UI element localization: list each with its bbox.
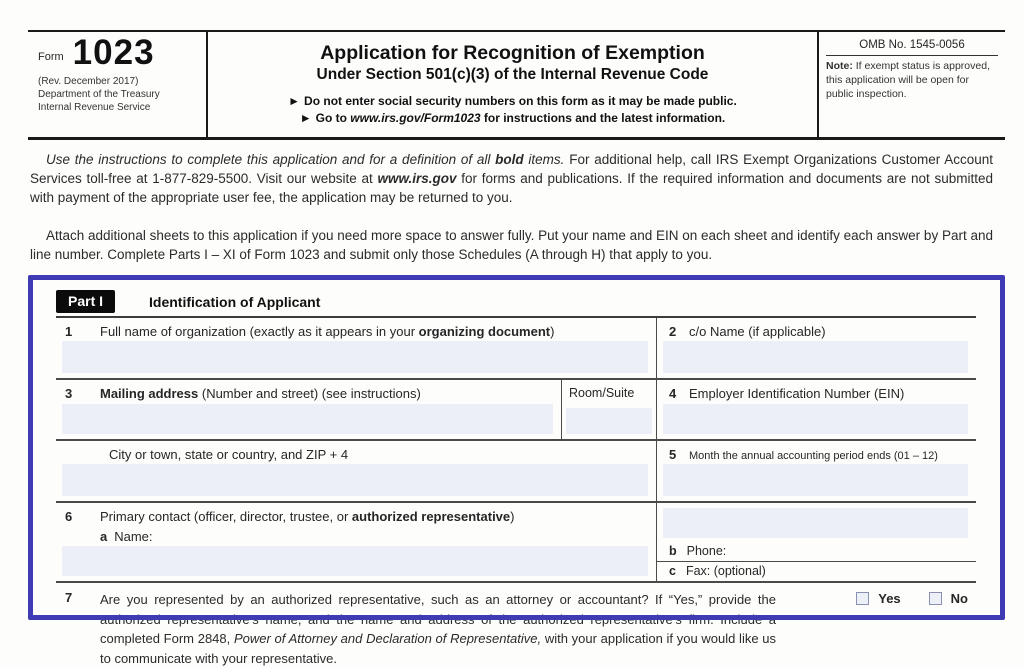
form-id-block — [28, 32, 208, 137]
room-suite-input-area[interactable] — [566, 408, 652, 434]
line3-cell — [56, 380, 657, 439]
no-label: No — [950, 591, 968, 606]
line1-number: 1 — [65, 324, 73, 339]
line6c-row — [657, 562, 976, 581]
intro-paragraph-1: Use the instructions to complete this application and for a definition of all bold items. For additional help, call IRS Exempt Organizations Customer Account Services toll-free at 1-877-829-5500. Visit our website at www.irs.gov for forms and publications. If the required information and documents are not submitted with payment of the appropriate user fee, the application may be returned to you. — [30, 152, 993, 206]
room-suite-label: Room/Suite — [569, 386, 635, 400]
line7-number: 7 — [65, 590, 73, 605]
form-revision: (Rev. December 2017) — [38, 75, 139, 87]
agency-irs: Internal Revenue Service — [38, 101, 151, 113]
form-title-block — [208, 32, 817, 137]
line3-number: 3 — [65, 386, 73, 401]
line4-number: 4 — [669, 386, 677, 401]
line6-label: Primary contact (officer, director, trustee, or authorized representative) — [100, 509, 515, 524]
line6a-label: Name: — [114, 528, 153, 544]
line7-answers — [776, 590, 976, 668]
line2-label: c/o Name (if applicable) — [689, 324, 826, 339]
line4-label: Employer Identification Number (EIN) — [689, 386, 905, 401]
line2-number: 2 — [669, 324, 677, 339]
line6b-letter: b — [669, 544, 677, 558]
line7-question: Are you represented by an authorized representative, such as an attorney or accountant? If “Yes,” provide the authorized representative’s name, and the name and address of the authorized representative’s firm. Include a completed Form 2848, Power of Attorney and Declaration of Representative, with your application if you would like us to communicate with your representative. — [100, 592, 776, 666]
form-header — [28, 30, 1005, 140]
line3-label: Mailing address (Number and street) (see instructions) — [100, 386, 421, 401]
line6a-letter: a — [100, 528, 108, 544]
line1-label: Full name of organization (exactly as it appears in your organizing document) — [100, 324, 555, 339]
row-city-line5 — [56, 441, 976, 503]
row-line3-line4 — [56, 380, 976, 441]
omb-block — [817, 32, 1005, 137]
line3-input-area[interactable] — [62, 404, 553, 434]
part1-badge: Part I — [56, 290, 115, 313]
row-line1-line2 — [56, 318, 976, 380]
line6b-row — [657, 542, 976, 562]
line4-cell — [657, 380, 976, 439]
line2-input-area[interactable] — [663, 341, 968, 373]
no-choice — [929, 590, 968, 668]
line1-input-area[interactable] — [62, 341, 648, 373]
form-word: Form — [38, 50, 64, 63]
line5-number: 5 — [669, 447, 677, 462]
line6b-label: Phone: — [686, 544, 727, 558]
form-number: 1023 — [72, 33, 155, 72]
line6-cell — [56, 503, 657, 581]
row-line7 — [56, 583, 976, 668]
room-suite-cell — [561, 380, 656, 439]
line5-label: Month the annual accounting period ends (01 – 12) — [689, 450, 938, 462]
line6-contact-input-area[interactable] — [663, 508, 968, 538]
goto-instruction: ► Go to www.irs.gov/Form1023 for instructions and the latest information. — [299, 111, 726, 126]
line1-cell — [56, 318, 657, 378]
line6a-input-area[interactable] — [62, 546, 648, 576]
city-cell — [56, 441, 657, 501]
line6c-letter: c — [669, 564, 676, 578]
line6c-label: Fax: (optional) — [685, 564, 766, 578]
omb-number: OMB No. 1545-0056 — [826, 35, 998, 56]
yes-checkbox[interactable] — [856, 592, 869, 605]
part1-title: Identification of Applicant — [149, 293, 321, 310]
part1-section — [56, 287, 976, 668]
form-title: Application for Recognition of Exemption — [320, 42, 705, 64]
line5-cell — [657, 441, 976, 501]
yes-label: Yes — [878, 591, 901, 606]
city-label: City or town, state or country, and ZIP + 4 — [109, 447, 349, 462]
line6-number: 6 — [65, 509, 73, 524]
agency-treasury: Department of the Treasury — [38, 88, 160, 100]
row-line6 — [56, 503, 976, 583]
part1-header — [56, 287, 976, 318]
no-checkbox[interactable] — [929, 592, 942, 605]
arrow-icon: ► — [299, 111, 312, 126]
omb-note: Note: If exempt status is approved, this application will be open for public inspection. — [826, 60, 990, 101]
line2-cell — [657, 318, 976, 378]
arrow-icon: ► — [288, 93, 301, 108]
line4-input-area[interactable] — [663, 404, 968, 434]
line5-input-area[interactable] — [663, 464, 968, 496]
ssn-warning: ► Do not enter social security numbers on this form as it may be made public. — [288, 93, 737, 108]
line6-contact-cell — [657, 503, 976, 581]
city-input-area[interactable] — [62, 464, 648, 496]
line6-contact-spacer — [657, 503, 976, 542]
form-subtitle: Under Section 501(c)(3) of the Internal Revenue Code — [316, 65, 709, 83]
intro-paragraph-2: Attach additional sheets to this application if you need more space to answer fully. Put your name and EIN on each sheet and identify each answer by Part and line number. Complete Parts I – XI of Form 1023 and submit only those Schedules (A through H) that apply to you. — [30, 228, 993, 263]
yes-choice — [856, 590, 900, 668]
